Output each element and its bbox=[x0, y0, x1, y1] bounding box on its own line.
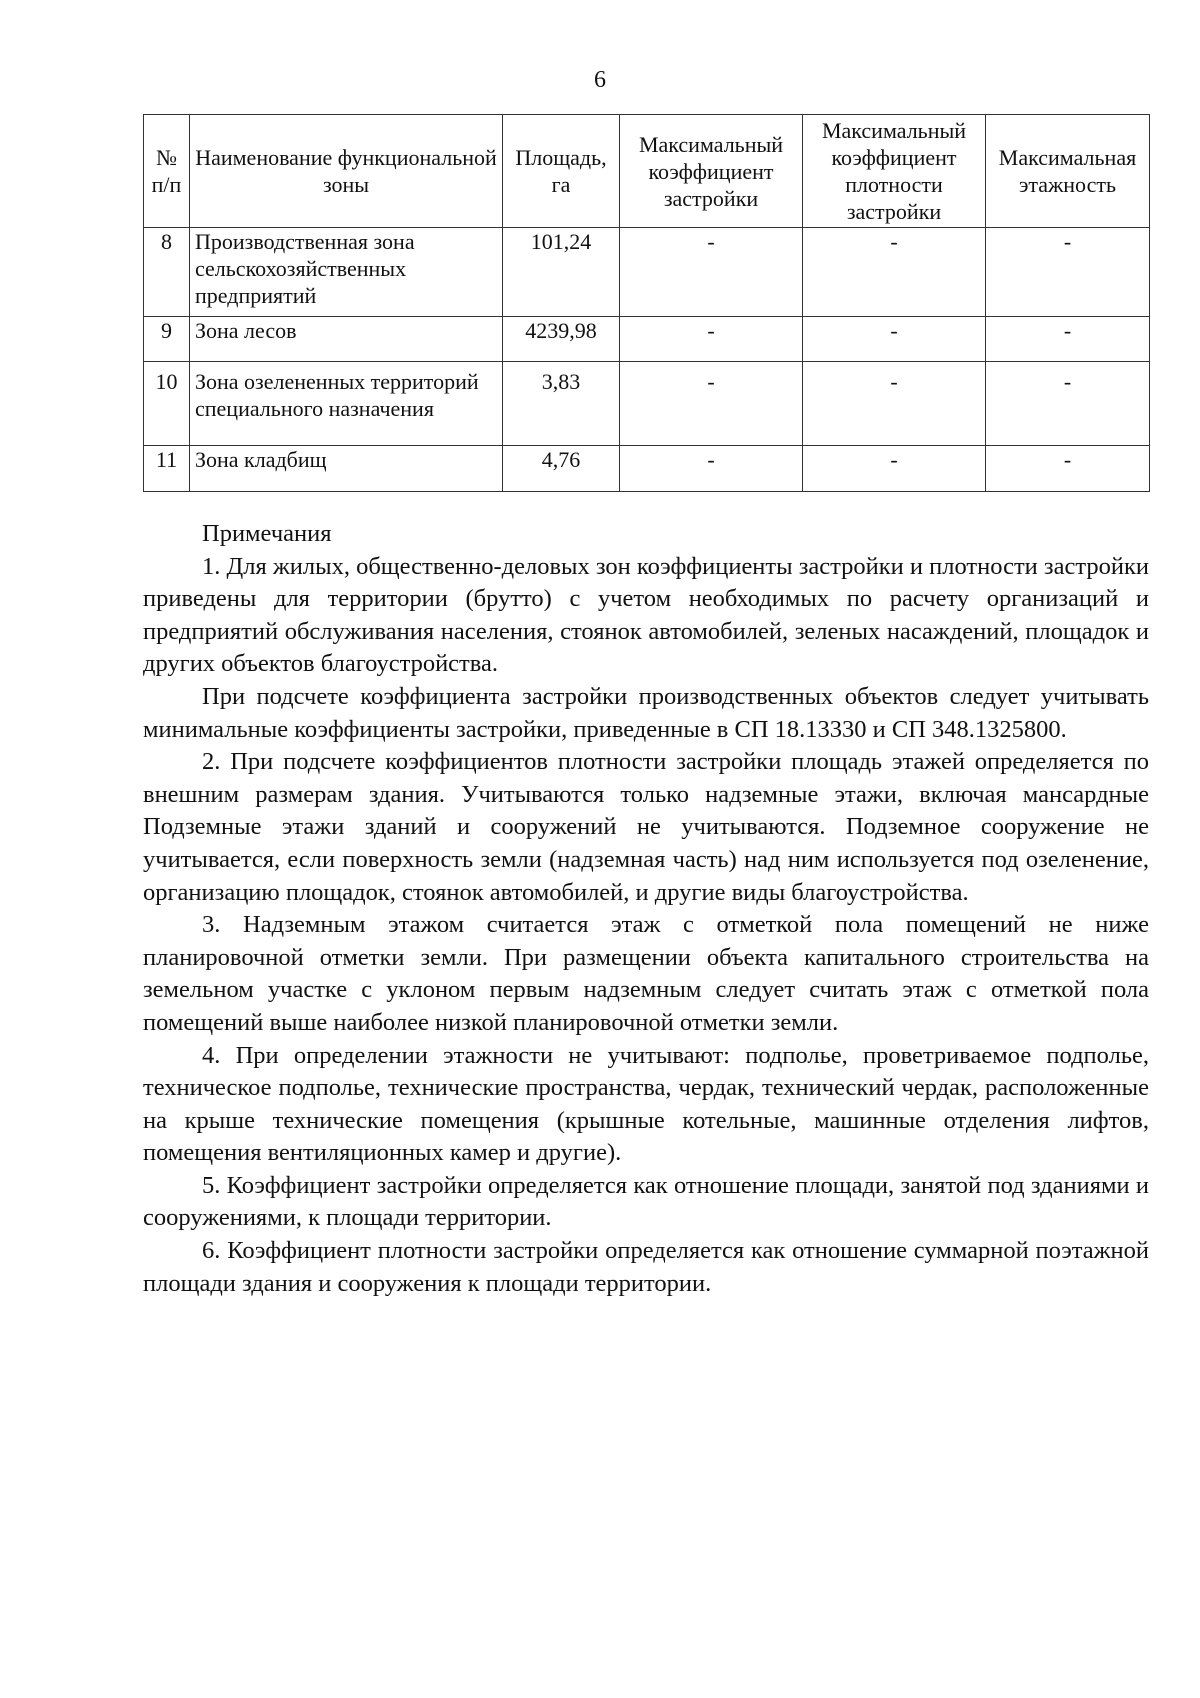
row-build-coef: - bbox=[620, 446, 803, 492]
header-zone-name: Наименование функциональной зоны bbox=[190, 115, 503, 228]
note-paragraph: 6. Коэффициент плотности застройки определяется как отношение суммарной поэтажной площади здания и сооружения к площади территории. bbox=[143, 1237, 1149, 1297]
row-floors: - bbox=[986, 362, 1150, 446]
table-row bbox=[144, 362, 1150, 446]
row-zone-name: Зона кладбищ bbox=[190, 446, 503, 492]
row-zone-name: Производственная зона сельскохозяйственных предприятий bbox=[190, 228, 503, 317]
table-row bbox=[144, 446, 1150, 492]
row-floors: - bbox=[986, 228, 1150, 317]
row-num: 10 bbox=[144, 362, 190, 446]
header-max-density-coef: Максимальный коэффициент плотности застройки bbox=[803, 115, 986, 228]
row-area: 3,83 bbox=[503, 362, 620, 446]
row-area: 4,76 bbox=[503, 446, 620, 492]
page-number: 6 bbox=[594, 67, 606, 93]
notes-section bbox=[143, 518, 1149, 1300]
table-row bbox=[144, 228, 1150, 317]
row-area: 101,24 bbox=[503, 228, 620, 317]
notes-title: Примечания bbox=[202, 520, 332, 547]
row-floors: - bbox=[986, 446, 1150, 492]
row-density-coef: - bbox=[803, 446, 986, 492]
row-floors: - bbox=[986, 317, 1150, 362]
functional-zones-table bbox=[143, 114, 1150, 492]
note-paragraph: 2. При подсчете коэффициентов плотности застройки площадь этажей определяется по внешним размерам здания. Учитываются только надземные этажи, включая мансардные Подземные этажи зданий и сооружений не учитываются. Подземное сооружение не учитывается, если поверхность земли (надземная часть) над ним используется под озеленение, организацию площадок, стоянок автомобилей, и другие виды благоустройства. bbox=[143, 748, 1149, 906]
header-max-build-coef: Максимальный коэффициент застройки bbox=[620, 115, 803, 228]
note-paragraph: При подсчете коэффициента застройки производственных объектов следует учитывать минимальные коэффициенты застройки, приведенные в СП 18.13330 и СП 348.1325800. bbox=[143, 682, 1149, 743]
row-zone-name: Зона озелененных территорий специального назначения bbox=[190, 362, 503, 446]
row-area: 4239,98 bbox=[503, 317, 620, 362]
row-num: 8 bbox=[144, 228, 190, 317]
row-density-coef: - bbox=[803, 362, 986, 446]
note-paragraph: 5. Коэффициент застройки определяется как отношение площади, занятой под зданиями и сооружениями, к площади территории. bbox=[143, 1171, 1149, 1232]
header-area: Площадь, га bbox=[503, 115, 620, 228]
header-num: № п/п bbox=[144, 115, 190, 228]
note-paragraph: 3. Надземным этажом считается этаж с отметкой пола помещений не ниже планировочной отметки земли. При размещении объекта капитального строительства на земельном участке с уклоном первым надземным следует считать этаж с отметкой пола помещений выше наиболее низкой планировочной отметки земли. bbox=[143, 911, 1149, 1036]
row-num: 11 bbox=[144, 446, 190, 492]
note-paragraph: 4. При определении этажности не учитывают: подполье, проветриваемое подполье, техническое подполье, технические пространства, чердак, технический чердак, расположенные на крыше технические помещения (крышные котельные, машинные отделения лифтов, помещения вентиляционных камер и другие). bbox=[143, 1041, 1149, 1167]
row-build-coef: - bbox=[620, 362, 803, 446]
note-paragraph: 1. Для жилых, общественно-деловых зон коэффициенты застройки и плотности застройки приведены для территории (брутто) с учетом необходимых по расчету организаций и предприятий обслуживания населения, стоянок автомобилей, зеленых насаждений, площадок и других объектов благоустройства. bbox=[143, 552, 1149, 678]
row-density-coef: - bbox=[803, 317, 986, 362]
row-zone-name: Зона лесов bbox=[190, 317, 503, 362]
row-num: 9 bbox=[144, 317, 190, 362]
row-density-coef: - bbox=[803, 228, 986, 317]
table-header-row bbox=[144, 115, 1150, 228]
table-row bbox=[144, 317, 1150, 362]
row-build-coef: - bbox=[620, 317, 803, 362]
header-max-floors: Максимальная этажность bbox=[986, 115, 1150, 228]
row-build-coef: - bbox=[620, 228, 803, 317]
